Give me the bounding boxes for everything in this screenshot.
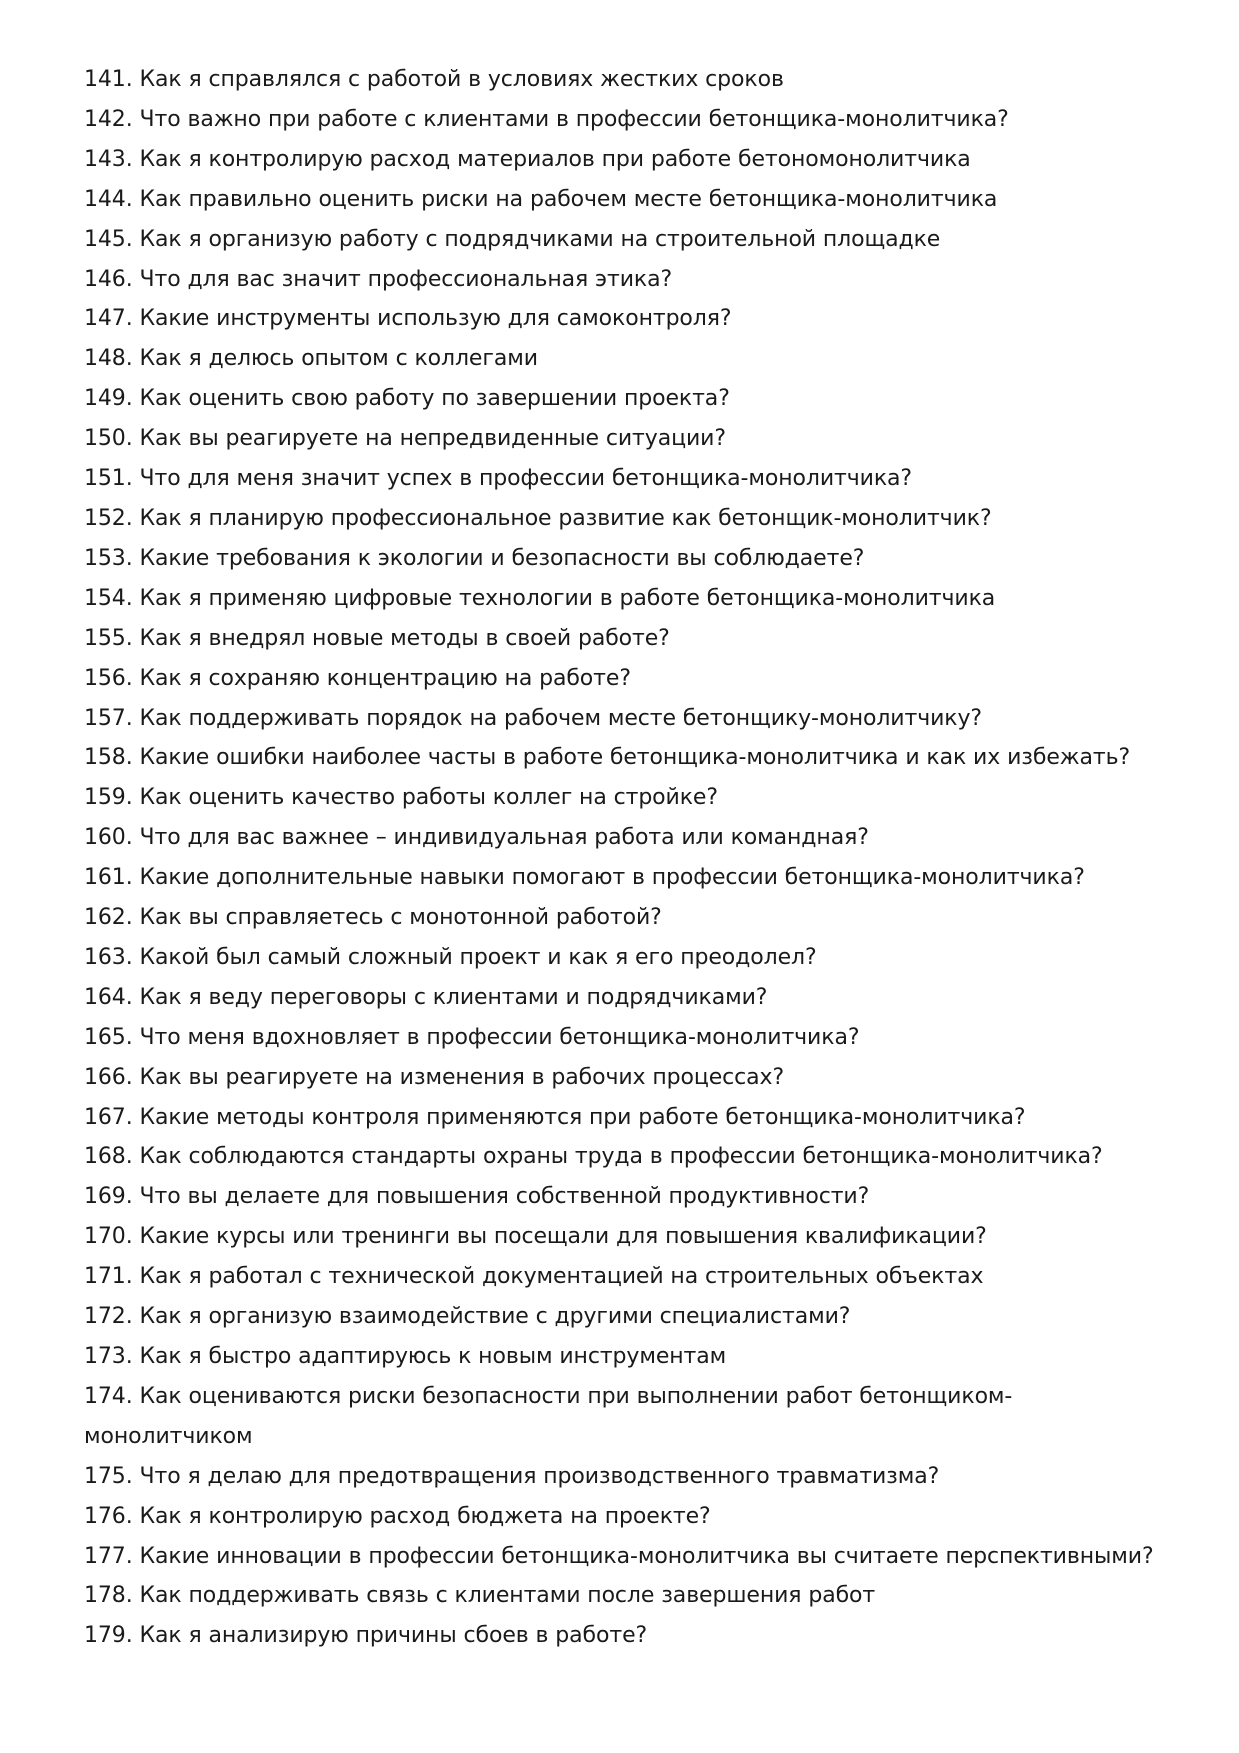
list-item (84, 699, 1184, 739)
list-item (84, 1177, 1184, 1217)
list-item (84, 579, 1184, 619)
item-number: 175. (84, 1463, 133, 1489)
item-number: 158. (84, 745, 133, 771)
item-number: 141. (84, 67, 133, 92)
item-number: 145. (84, 226, 133, 252)
list-item (84, 140, 1184, 180)
item-number: 154. (84, 585, 133, 611)
item-number: 173. (84, 1344, 133, 1369)
list-item (84, 180, 1184, 220)
item-text: Как поддерживать порядок на рабочем месте бетонщику-монолитчику? (139, 705, 982, 731)
item-number: 177. (84, 1543, 133, 1569)
list-item (84, 1616, 1184, 1656)
list-item (84, 339, 1184, 379)
list-item (84, 978, 1184, 1018)
list-item (84, 738, 1184, 778)
item-number: 179. (84, 1623, 133, 1649)
item-text: Как вы реагируете на изменения в рабочих процессах? (139, 1064, 785, 1090)
list-item (84, 1377, 1024, 1457)
list-item (84, 260, 1184, 300)
list-item (84, 659, 1184, 699)
item-number: 163. (84, 944, 133, 970)
list-item (84, 100, 1184, 140)
list-item (84, 1337, 1184, 1377)
item-number: 149. (84, 386, 133, 412)
list-item (84, 379, 1184, 419)
item-number: 174. (84, 1383, 133, 1409)
item-text: Что для вас важнее – индивидуальная работа или командная? (139, 825, 869, 851)
item-text: Как я внедрял новые методы в своей работе? (139, 625, 670, 651)
item-text: Как правильно оценить риски на рабочем месте бетонщика-монолитчика (139, 186, 998, 212)
item-text: Что для вас значит профессиональная этика? (139, 266, 673, 292)
list-item (84, 898, 1184, 938)
list-item (84, 818, 1184, 858)
item-number: 155. (84, 625, 133, 651)
item-text: Какие инструменты использую для самоконтроля? (139, 306, 732, 332)
list-item (84, 938, 1184, 978)
item-number: 146. (84, 266, 133, 292)
list-item (84, 1576, 1184, 1616)
list-item (84, 1137, 1184, 1177)
list-item (84, 1217, 1184, 1257)
item-text: Как я организую взаимодействие с другими специалистами? (139, 1304, 851, 1330)
item-number: 144. (84, 186, 133, 212)
item-text: Как я делюсь опытом с коллегами (139, 346, 538, 372)
list-item (84, 1257, 1184, 1297)
item-number: 176. (84, 1503, 133, 1529)
item-number: 156. (84, 665, 133, 691)
item-number: 168. (84, 1144, 133, 1170)
item-text: Как вы справляетесь с монотонной работой? (139, 905, 662, 931)
list-item (84, 619, 1184, 659)
item-number: 172. (84, 1304, 133, 1330)
item-text: Какие методы контроля применяются при работе бетонщика-монолитчика? (139, 1104, 1026, 1130)
item-number: 153. (84, 545, 133, 571)
list-item (84, 220, 1184, 260)
item-text: Что я делаю для предотвращения производственного травматизма? (139, 1463, 940, 1489)
item-text: Какой был самый сложный проект и как я его преодолел? (139, 944, 817, 970)
list-item (84, 858, 1184, 898)
item-number: 150. (84, 426, 133, 452)
item-text: Как я работал с технической документацией на строительных объектах (139, 1264, 984, 1290)
item-text: Как я организую работу с подрядчиками на строительной площадке (139, 226, 941, 252)
item-text: Что для меня значит успех в профессии бетонщика-монолитчика? (139, 466, 913, 492)
item-number: 170. (84, 1224, 133, 1250)
list-item (84, 1537, 1184, 1577)
item-number: 165. (84, 1024, 133, 1050)
list-item (84, 1457, 1184, 1497)
item-text: Как я сохраняю концентрацию на работе? (139, 665, 631, 691)
item-number: 148. (84, 346, 133, 372)
list-item (84, 1018, 1184, 1058)
list-item (84, 1058, 1184, 1098)
item-text: Как я контролирую расход бюджета на проекте? (139, 1503, 711, 1529)
item-text: Что меня вдохновляет в профессии бетонщика-монолитчика? (139, 1024, 860, 1050)
item-number: 147. (84, 306, 133, 332)
item-number: 167. (84, 1104, 133, 1130)
list-item (84, 778, 1184, 818)
item-number: 169. (84, 1184, 133, 1210)
item-number: 151. (84, 466, 133, 492)
item-number: 178. (84, 1583, 133, 1609)
item-text: Как оценить качество работы коллег на стройке? (139, 785, 718, 811)
list-item (84, 1297, 1184, 1337)
item-text: Как я анализирую причины сбоев в работе? (139, 1623, 648, 1649)
list-item (84, 299, 1184, 339)
list-item (84, 1098, 1184, 1138)
item-text: Как поддерживать связь с клиентами после завершения работ (139, 1583, 876, 1609)
item-text: Как соблюдаются стандарты охраны труда в профессии бетонщика-монолитчика? (139, 1144, 1103, 1170)
item-number: 159. (84, 785, 133, 811)
item-number: 142. (84, 106, 133, 132)
item-text: Какие курсы или тренинги вы посещали для повышения квалификации? (139, 1224, 987, 1250)
item-text: Как я справлялся с работой в условиях жестких сроков (139, 67, 784, 92)
item-number: 160. (84, 825, 133, 851)
list-item (84, 1497, 1184, 1537)
item-number: 143. (84, 146, 133, 172)
list-item (84, 499, 1184, 539)
item-number: 166. (84, 1064, 133, 1090)
item-text: Как я контролирую расход материалов при работе бетономонолитчика (139, 146, 971, 172)
list-item (84, 459, 1184, 499)
item-number: 152. (84, 505, 133, 531)
item-number: 164. (84, 984, 133, 1010)
list-item (84, 419, 1184, 459)
item-text: Как оцениваются риски безопасности при выполнении работ бетонщиком-монолитчиком (84, 1383, 1013, 1449)
item-text: Как я быстро адаптируюсь к новым инструментам (139, 1344, 727, 1369)
item-text: Какие инновации в профессии бетонщика-монолитчика вы считаете перспективными? (139, 1543, 1154, 1569)
item-text: Как я планирую профессиональное развитие как бетонщик-монолитчик? (139, 505, 992, 531)
item-text: Какие дополнительные навыки помогают в профессии бетонщика-монолитчика? (139, 865, 1085, 891)
item-text: Как я веду переговоры с клиентами и подрядчиками? (139, 984, 768, 1010)
item-text: Как вы реагируете на непредвиденные ситуации? (139, 426, 726, 452)
item-text: Как оценить свою работу по завершении проекта? (139, 386, 730, 412)
item-number: 161. (84, 865, 133, 891)
item-text: Какие требования к экологии и безопасности вы соблюдаете? (139, 545, 865, 571)
item-number: 171. (84, 1264, 133, 1290)
item-text: Что важно при работе с клиентами в профессии бетонщика-монолитчика? (139, 106, 1009, 132)
item-number: 157. (84, 705, 133, 731)
item-text: Что вы делаете для повышения собственной продуктивности? (139, 1184, 870, 1210)
question-list (84, 60, 1184, 1656)
item-text: Как я применяю цифровые технологии в работе бетонщика-монолитчика (139, 585, 996, 611)
item-text: Какие ошибки наиболее часты в работе бетонщика-монолитчика и как их избежать? (139, 745, 1131, 771)
list-item (84, 539, 1184, 579)
list-item (84, 60, 1184, 100)
item-number: 162. (84, 905, 133, 931)
